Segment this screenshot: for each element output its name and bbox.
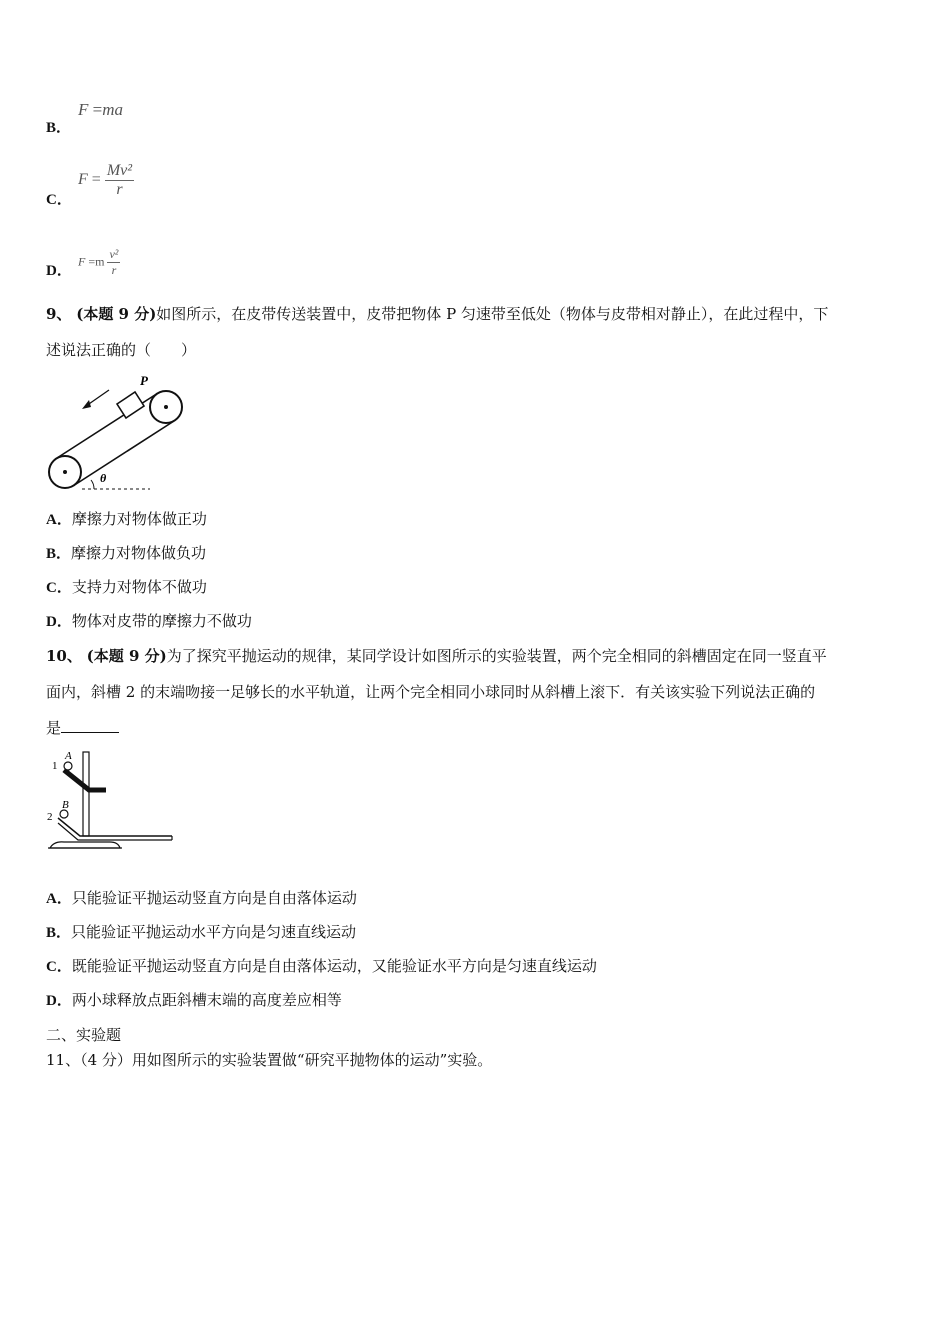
q10-text-2: 面内，斜槽 2 的末端吻接一足够长的水平轨道，让两个完全相同小球同时从斜槽上滚下．有关该实验下列说法正确的 — [46, 683, 816, 701]
option-letter: B． — [46, 120, 72, 136]
q8-option-b-formula: F =ma — [78, 100, 124, 119]
q9-text-2: 述说法正确的（ ） — [46, 341, 197, 359]
ball-a — [64, 762, 72, 770]
q9-option-c: C．支持力对物体不做功 — [46, 578, 207, 596]
q8-option-b — [46, 116, 71, 137]
q10-text-3: 是 — [46, 719, 62, 737]
upper-roller-axle — [164, 405, 168, 409]
ball-b — [60, 810, 68, 818]
base — [50, 842, 120, 848]
q10-option-d: D．两小球释放点距斜槽末端的高度差应相等 — [46, 991, 342, 1009]
option-letter: D． — [46, 263, 72, 279]
angle-arc — [91, 480, 94, 489]
fraction: $\frac{\text{Mv²}}{r}$ — [106, 162, 133, 198]
conveyor-belt-figure — [44, 370, 189, 496]
q10-stem — [46, 638, 908, 746]
q10-number: 10、 — [46, 647, 82, 665]
q8-option-c — [46, 188, 72, 209]
chute-2 — [58, 818, 172, 836]
q11-stem: 11、（4 分）用如图所示的实验装置做“研究平抛物体的运动”实验。 — [46, 1051, 493, 1069]
motion-arrow-head — [82, 400, 91, 409]
q9-stem — [46, 296, 908, 368]
q9-option-d: D．物体对皮带的摩擦力不做功 — [46, 612, 252, 630]
label-a: A — [65, 750, 72, 762]
lower-roller-axle — [63, 470, 67, 474]
section-title: 二、实验题 — [46, 1026, 122, 1044]
block-p — [117, 392, 144, 418]
fraction: $\frac{\text{v²}}{r}$ — [109, 247, 119, 277]
label-2: 2 — [47, 811, 53, 823]
q9-score: (本题 9 分) — [76, 305, 157, 323]
q10-option-b: B．只能验证平抛运动水平方向是匀速直线运动 — [46, 923, 357, 941]
q8-option-d-formula: F =m $\frac{\text{v²}}{r}$ — [78, 247, 119, 277]
belt-bottom — [73, 421, 174, 486]
label-1: 1 — [52, 760, 58, 772]
incline-apparatus-figure — [44, 748, 176, 856]
q10-option-a: A．只能验证平抛运动竖直方向是自由落体运动 — [46, 889, 357, 907]
q9-text-1: 如图所示，在皮带传送装置中，皮带把物体 P 匀速带至低处（物体与皮带相对静止），在此过程中，下 — [156, 305, 829, 323]
q10-option-c: C．既能验证平抛运动竖直方向是自由落体运动，又能验证水平方向是匀速直线运动 — [46, 957, 597, 975]
q8-option-d — [46, 259, 72, 280]
q9-number: 9、 — [46, 305, 72, 323]
vertical-stand — [83, 752, 89, 836]
q9-option-a: A．摩擦力对物体做正功 — [46, 510, 207, 528]
q10-score: (本题 9 分) — [86, 647, 167, 665]
q10-text-1: 为了探究平抛运动的规律，某同学设计如图所示的实验装置，两个完全相同的斜槽固定在同一竖直平 — [166, 647, 827, 665]
block-p-label: P — [140, 373, 148, 388]
angle-label: θ — [100, 471, 107, 485]
label-b: B — [62, 799, 69, 811]
q8-option-c-formula: F = $\frac{\text{Mv²}}{r}$ — [78, 162, 133, 198]
q9-option-b: B．摩擦力对物体做负功 — [46, 544, 207, 562]
option-letter: C． — [46, 192, 72, 208]
answer-blank — [61, 718, 119, 733]
